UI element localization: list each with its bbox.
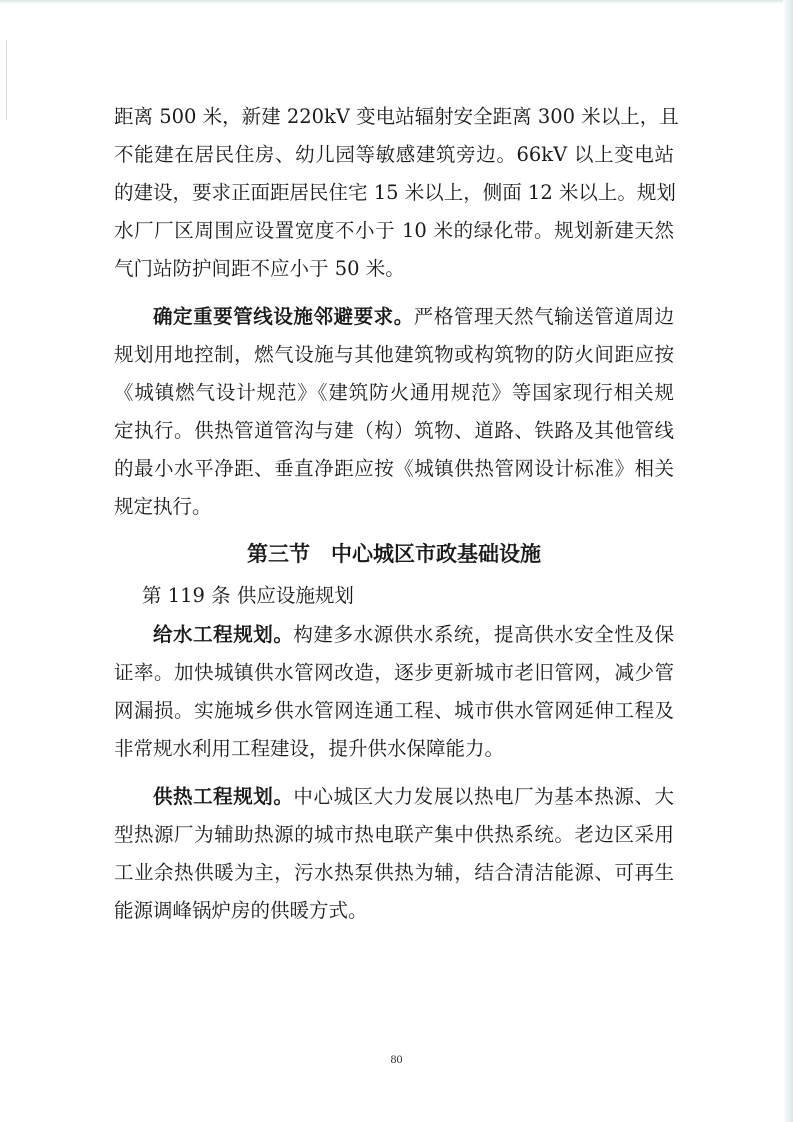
paragraph-lead: 给水工程规划。	[153, 623, 294, 646]
text-line: 非常规水利用工程建设，提升供水保障能力。	[114, 737, 505, 760]
paragraph-lead-rest: 严格管理天然气输送管道周边	[413, 305, 674, 328]
paragraph-lead: 确定重要管线设施邻避要求。	[153, 305, 414, 328]
article-heading: 第 119 条 供应设施规划	[142, 584, 354, 607]
section-title: 第三节 中心城区市政基础设施	[247, 542, 541, 566]
text-line: 的最小水平净距、垂直净距应按《城镇供热管网设计标准》相关	[114, 457, 674, 480]
text-line: 规划用地控制，燃气设施与其他建筑物或构筑物的防火间距应按	[114, 343, 674, 366]
text-line: 网漏损。实施城乡供水管网连通工程、城市供水管网延伸工程及	[114, 699, 674, 722]
text-line: 规定执行。	[114, 495, 212, 518]
document-body	[114, 98, 679, 930]
text-line: 的建设，要求正面距居民住宅 15 米以上，侧面 12 米以上。规划	[114, 181, 676, 204]
text-line	[114, 616, 674, 654]
paragraph-lead-rest: 中心城区大力发展以热电厂为基本热源、大	[293, 785, 674, 808]
paragraph-substation-distance	[114, 98, 679, 288]
page-top-edge	[0, 0, 793, 4]
text-line: 证率。加快城镇供水管网改造，逐步更新城市老旧管网，减少管	[114, 661, 674, 684]
margin-mark	[6, 40, 7, 120]
text-line: 型热源厂为辅助热源的城市热电联产集中供热系统。老边区采用	[114, 823, 674, 846]
text-line: 《城镇燃气设计规范》《建筑防火通用规范》等国家现行相关规	[114, 381, 674, 404]
text-line: 水厂厂区周围应设置宽度不小于 10 米的绿化带。规划新建天然	[114, 219, 674, 242]
paragraph-lead-rest: 构建多水源供水系统，提高供水安全性及保	[293, 623, 674, 646]
text-line: 不能建在居民住房、幼儿园等敏感建筑旁边。66kV 以上变电站	[114, 143, 674, 166]
page-right-edge	[783, 0, 793, 1122]
paragraph-lead: 供热工程规划。	[153, 785, 294, 808]
paragraph-water-supply	[114, 616, 674, 768]
text-line: 气门站防护间距不应小于 50 米。	[114, 257, 405, 280]
text-line: 工业余热供暖为主，污水热泵供热为辅，结合清洁能源、可再生	[114, 861, 674, 884]
text-line: 定执行。供热管道管沟与建（构）筑物、道路、铁路及其他管线	[114, 419, 674, 442]
text-line	[114, 298, 674, 336]
text-line: 能源调峰锅炉房的供暖方式。	[114, 899, 368, 922]
text-line	[114, 778, 674, 816]
page-number: 80	[390, 1052, 403, 1066]
text-line: 距离 500 米，新建 220kV 变电站辐射安全距离 300 米以上，且	[114, 105, 679, 128]
paragraph-pipeline-avoidance	[114, 298, 674, 526]
paragraph-heating	[114, 778, 674, 930]
